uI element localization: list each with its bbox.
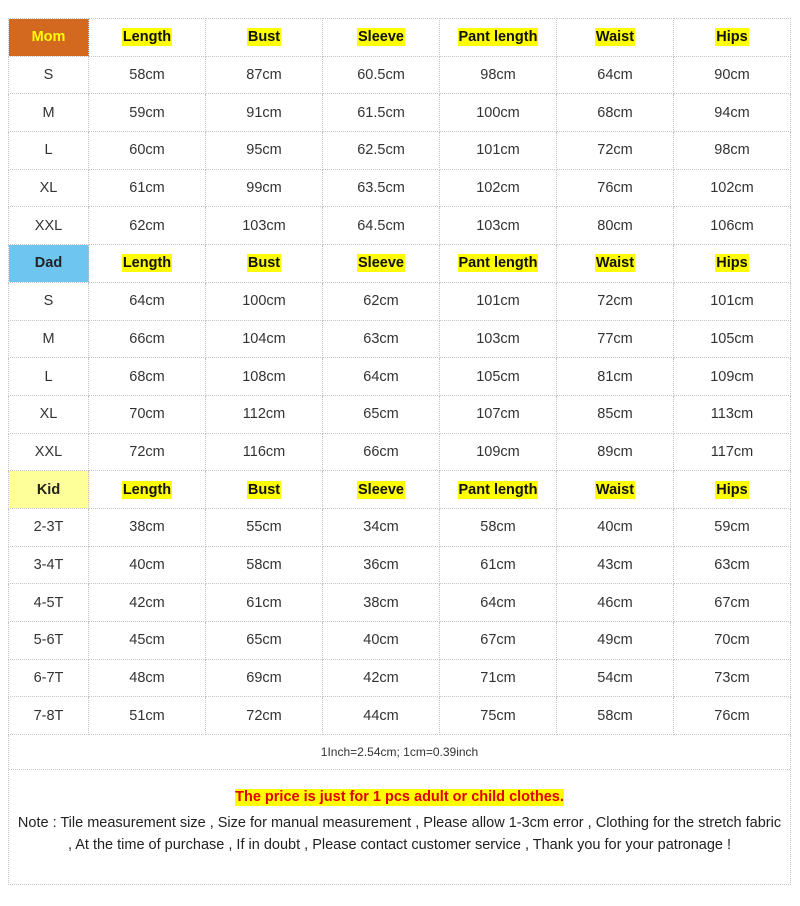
measurement-cell: 63cm — [323, 320, 440, 358]
measurement-cell: 54cm — [557, 659, 674, 697]
measurement-cell: 69cm — [206, 659, 323, 697]
column-header-label: Sleeve — [358, 481, 404, 498]
column-header-label: Waist — [595, 481, 635, 498]
measurement-cell: 94cm — [674, 94, 791, 132]
measurement-cell: 72cm — [557, 132, 674, 170]
measurement-cell: 64cm — [323, 358, 440, 396]
measurement-cell: 102cm — [440, 169, 557, 207]
column-header-label: Hips — [716, 255, 748, 272]
measurement-cell: 64.5cm — [323, 207, 440, 245]
measurement-cell: 90cm — [674, 56, 791, 94]
column-header-label: Length — [122, 255, 172, 272]
size-cell: XXL — [9, 207, 89, 245]
measurement-cell: 51cm — [89, 697, 206, 735]
group-header-row-dad — [9, 245, 791, 283]
size-cell: L — [9, 358, 89, 396]
column-header-label: Bust — [247, 255, 281, 272]
measurement-cell: 55cm — [206, 508, 323, 546]
column-header — [323, 245, 440, 283]
size-cell: 5-6T — [9, 622, 89, 660]
column-header — [440, 471, 557, 509]
measurement-cell: 108cm — [206, 358, 323, 396]
table-row — [9, 622, 791, 660]
measurement-cell: 75cm — [440, 697, 557, 735]
measurement-cell: 67cm — [440, 622, 557, 660]
column-header — [557, 245, 674, 283]
measurement-cell: 112cm — [206, 395, 323, 433]
column-header — [557, 19, 674, 57]
measurement-cell: 105cm — [674, 320, 791, 358]
measurement-cell: 70cm — [674, 622, 791, 660]
measurement-cell: 38cm — [89, 508, 206, 546]
column-header-label: Sleeve — [358, 255, 404, 272]
measurement-cell: 109cm — [674, 358, 791, 396]
measurement-cell: 63.5cm — [323, 169, 440, 207]
column-header — [323, 19, 440, 57]
measurement-cell: 65cm — [206, 622, 323, 660]
measurement-cell: 64cm — [89, 282, 206, 320]
measurement-cell: 98cm — [440, 56, 557, 94]
measurement-cell: 101cm — [440, 282, 557, 320]
measurement-cell: 66cm — [323, 433, 440, 471]
column-header-label: Sleeve — [358, 29, 404, 46]
measurement-cell: 73cm — [674, 659, 791, 697]
column-header — [89, 245, 206, 283]
measurement-cell: 87cm — [206, 56, 323, 94]
unit-conversion: 1Inch=2.54cm; 1cm=0.39inch — [9, 735, 790, 770]
size-cell: 2-3T — [9, 508, 89, 546]
column-header-label: Waist — [595, 255, 635, 272]
measurement-cell: 100cm — [440, 94, 557, 132]
size-cell: 3-4T — [9, 546, 89, 584]
size-cell: L — [9, 132, 89, 170]
notes-area — [9, 770, 790, 884]
size-cell: 7-8T — [9, 697, 89, 735]
measurement-cell: 103cm — [440, 207, 557, 245]
group-header-row-kid — [9, 471, 791, 509]
measurement-cell: 59cm — [674, 508, 791, 546]
measurement-cell: 100cm — [206, 282, 323, 320]
measurement-cell: 61cm — [440, 546, 557, 584]
measurement-cell: 62.5cm — [323, 132, 440, 170]
size-cell: XXL — [9, 433, 89, 471]
measurement-cell: 40cm — [557, 508, 674, 546]
measurement-cell: 106cm — [674, 207, 791, 245]
size-cell: S — [9, 56, 89, 94]
measurement-cell: 60.5cm — [323, 56, 440, 94]
measurement-cell: 46cm — [557, 584, 674, 622]
measurement-cell: 58cm — [89, 56, 206, 94]
measurement-note: Note : Tile measurement size , Size for manual measurement , Please allow 1-3cm error , Clothing for the stretch fabric , At the time of purchase , If in doubt , Please contact customer service , Thank you for your patronage ! — [17, 815, 782, 854]
column-header — [440, 245, 557, 283]
column-header-label: Pant length — [458, 481, 538, 498]
column-header — [323, 471, 440, 509]
notes-block — [8, 735, 791, 885]
column-header-label: Waist — [595, 29, 635, 46]
measurement-cell: 116cm — [206, 433, 323, 471]
table-row — [9, 546, 791, 584]
table-row — [9, 207, 791, 245]
table-row — [9, 395, 791, 433]
measurement-cell: 70cm — [89, 395, 206, 433]
measurement-cell: 63cm — [674, 546, 791, 584]
measurement-cell: 104cm — [206, 320, 323, 358]
measurement-cell: 61cm — [206, 584, 323, 622]
size-table — [8, 18, 791, 735]
measurement-cell: 64cm — [440, 584, 557, 622]
measurement-cell: 102cm — [674, 169, 791, 207]
table-row — [9, 56, 791, 94]
table-row — [9, 433, 791, 471]
group-label-mom: Mom — [9, 19, 89, 57]
measurement-cell: 48cm — [89, 659, 206, 697]
table-row — [9, 697, 791, 735]
table-row — [9, 320, 791, 358]
table-row — [9, 659, 791, 697]
column-header-label: Length — [122, 481, 172, 498]
measurement-cell: 71cm — [440, 659, 557, 697]
measurement-cell: 34cm — [323, 508, 440, 546]
measurement-cell: 89cm — [557, 433, 674, 471]
measurement-cell: 72cm — [557, 282, 674, 320]
group-label-dad: Dad — [9, 245, 89, 283]
measurement-cell: 58cm — [557, 697, 674, 735]
measurement-cell: 77cm — [557, 320, 674, 358]
measurement-cell: 103cm — [206, 207, 323, 245]
column-header — [440, 19, 557, 57]
measurement-cell: 40cm — [323, 622, 440, 660]
group-header-row-mom — [9, 19, 791, 57]
measurement-cell: 45cm — [89, 622, 206, 660]
measurement-cell: 109cm — [440, 433, 557, 471]
measurement-cell: 61.5cm — [323, 94, 440, 132]
measurement-cell: 99cm — [206, 169, 323, 207]
measurement-cell: 59cm — [89, 94, 206, 132]
column-header-label: Pant length — [458, 255, 538, 272]
measurement-cell: 98cm — [674, 132, 791, 170]
size-cell: M — [9, 320, 89, 358]
measurement-cell: 36cm — [323, 546, 440, 584]
measurement-cell: 42cm — [89, 584, 206, 622]
measurement-cell: 80cm — [557, 207, 674, 245]
price-note: The price is just for 1 pcs adult or child clothes. — [235, 789, 564, 806]
table-row — [9, 132, 791, 170]
measurement-cell: 72cm — [89, 433, 206, 471]
measurement-cell: 117cm — [674, 433, 791, 471]
table-row — [9, 94, 791, 132]
measurement-cell: 85cm — [557, 395, 674, 433]
measurement-cell: 67cm — [674, 584, 791, 622]
column-header — [206, 245, 323, 283]
measurement-cell: 103cm — [440, 320, 557, 358]
measurement-cell: 113cm — [674, 395, 791, 433]
table-row — [9, 358, 791, 396]
group-label-kid: Kid — [9, 471, 89, 509]
size-chart — [8, 18, 791, 885]
measurement-cell: 76cm — [674, 697, 791, 735]
measurement-cell: 81cm — [557, 358, 674, 396]
measurement-cell: 68cm — [557, 94, 674, 132]
measurement-cell: 101cm — [674, 282, 791, 320]
measurement-cell: 105cm — [440, 358, 557, 396]
column-header — [557, 471, 674, 509]
measurement-cell: 64cm — [557, 56, 674, 94]
column-header-label: Bust — [247, 481, 281, 498]
measurement-cell: 58cm — [440, 508, 557, 546]
size-cell: M — [9, 94, 89, 132]
measurement-cell: 76cm — [557, 169, 674, 207]
measurement-cell: 101cm — [440, 132, 557, 170]
table-row — [9, 282, 791, 320]
column-header-label: Pant length — [458, 29, 538, 46]
measurement-cell: 72cm — [206, 697, 323, 735]
table-row — [9, 584, 791, 622]
measurement-cell: 91cm — [206, 94, 323, 132]
measurement-cell: 40cm — [89, 546, 206, 584]
measurement-cell: 95cm — [206, 132, 323, 170]
column-header — [674, 19, 791, 57]
table-row — [9, 169, 791, 207]
column-header — [89, 19, 206, 57]
column-header-label: Hips — [716, 481, 748, 498]
size-cell: XL — [9, 169, 89, 207]
table-row — [9, 508, 791, 546]
size-cell: 6-7T — [9, 659, 89, 697]
measurement-cell: 68cm — [89, 358, 206, 396]
measurement-cell: 62cm — [323, 282, 440, 320]
size-cell: 4-5T — [9, 584, 89, 622]
column-header — [206, 471, 323, 509]
measurement-cell: 61cm — [89, 169, 206, 207]
size-cell: XL — [9, 395, 89, 433]
column-header — [674, 471, 791, 509]
column-header-label: Length — [122, 29, 172, 46]
measurement-cell: 44cm — [323, 697, 440, 735]
column-header — [674, 245, 791, 283]
measurement-cell: 62cm — [89, 207, 206, 245]
measurement-cell: 38cm — [323, 584, 440, 622]
measurement-cell: 49cm — [557, 622, 674, 660]
column-header-label: Hips — [716, 29, 748, 46]
size-table-body — [9, 19, 791, 735]
size-cell: S — [9, 282, 89, 320]
measurement-cell: 107cm — [440, 395, 557, 433]
measurement-cell: 43cm — [557, 546, 674, 584]
measurement-cell: 60cm — [89, 132, 206, 170]
measurement-cell: 65cm — [323, 395, 440, 433]
measurement-cell: 42cm — [323, 659, 440, 697]
column-header — [89, 471, 206, 509]
measurement-cell: 66cm — [89, 320, 206, 358]
column-header — [206, 19, 323, 57]
measurement-cell: 58cm — [206, 546, 323, 584]
column-header-label: Bust — [247, 29, 281, 46]
